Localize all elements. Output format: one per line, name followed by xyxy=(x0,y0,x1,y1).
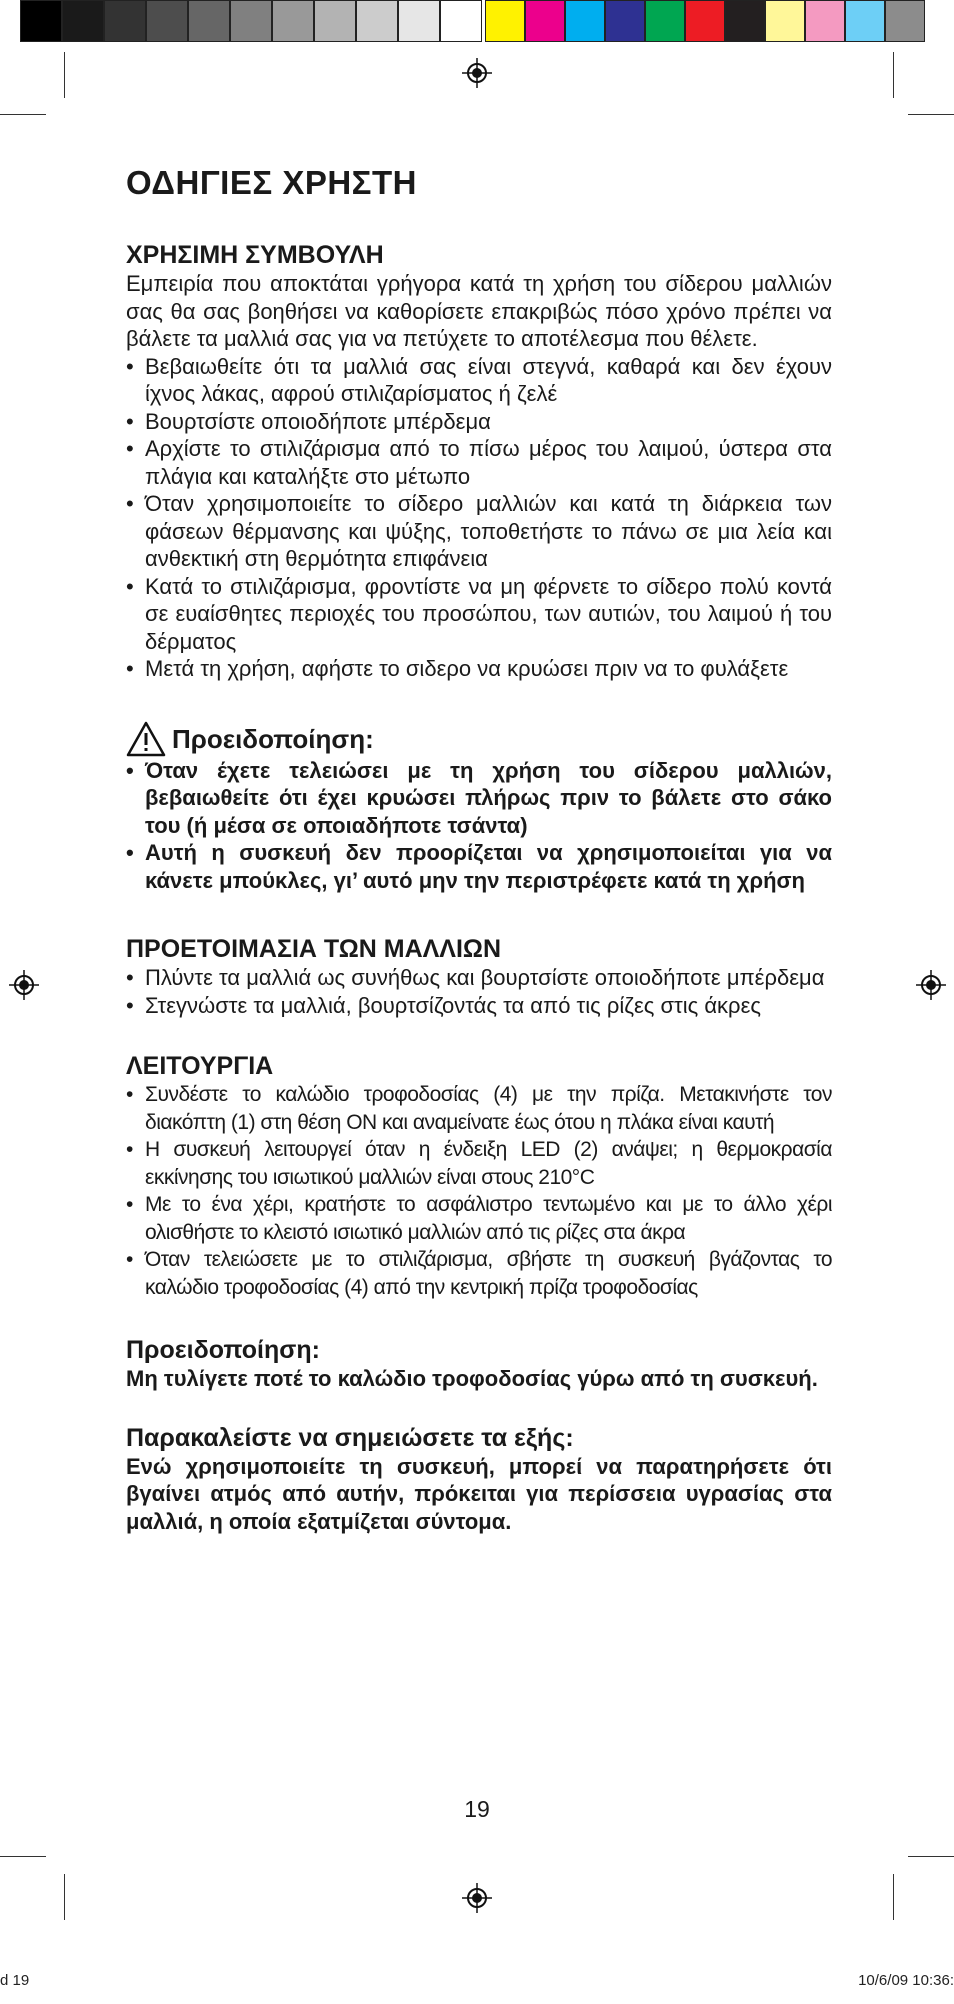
list-item: • Με το ένα χέρι, κρατήστε το ασφάλιστρο τεντωμένο και με το άλλο χέρι ολισθήστε το κλειστό ισιωτικό μαλλιών από τις ρίζες στα άκρα xyxy=(126,1191,832,1246)
useful-tip-list xyxy=(126,353,832,683)
color-swatch xyxy=(805,0,845,42)
color-calibration-bar xyxy=(485,0,925,42)
list-item: • Βουρτσίστε οποιοδήποτε μπέρδεμα xyxy=(126,408,832,436)
warning-list xyxy=(126,757,832,895)
gray-swatch xyxy=(104,0,146,42)
registration-mark-top xyxy=(462,58,492,88)
page-title: ΟΔΗΓΙΕΣ ΧΡΗΣΤΗ xyxy=(126,164,417,201)
gray-swatch xyxy=(188,0,230,42)
list-item: • Κατά το στιλιζάρισμα, φροντίστε να μη φέρνετε το σίδερο πολύ κοντά σε ευαίσθητες περιοχές του προσώπου, των αυτιών, του λαιμού ή του δέρματος xyxy=(126,573,832,656)
warning-section xyxy=(126,721,832,895)
crop-mark-bottom-right-v xyxy=(893,1874,894,1920)
list-item: • Αρχίστε το στιλιζάρισμα από το πίσω μέρος του λαιμού, ύστερα στα πλάγια και καταλήξτε στο μέτωπο xyxy=(126,435,832,490)
color-swatch xyxy=(845,0,885,42)
gray-swatch xyxy=(398,0,440,42)
crop-mark-bottom-left-h xyxy=(0,1856,46,1857)
gray-swatch xyxy=(272,0,314,42)
list-item: • Όταν χρησιμοποιείτε το σίδερο μαλλιών και κατά τη διάρκεια των φάσεων θέρμανσης και ψύξης, τοποθετήστε το πάνω σε μια λεία και ανθεκτική στη θερμότητα επιφάνεια xyxy=(126,490,832,573)
grayscale-calibration-bar xyxy=(20,0,482,42)
color-swatch xyxy=(525,0,565,42)
color-swatch xyxy=(765,0,805,42)
gray-swatch xyxy=(440,0,482,42)
gray-swatch xyxy=(146,0,188,42)
warning-heading: Προειδοποίηση: xyxy=(172,723,374,754)
gray-swatch xyxy=(230,0,272,42)
operation-heading: ΛΕΙΤΟΥΡΓΙΑ xyxy=(126,1052,274,1080)
warning-cord-text: Μη τυλίγετε ποτέ το καλώδιο τροφοδοσίας γύρω από τη συσκευή. xyxy=(126,1366,818,1391)
crop-mark-top-right-v xyxy=(893,52,894,98)
color-swatch xyxy=(485,0,525,42)
warning-triangle-icon xyxy=(126,721,166,757)
registration-mark-right xyxy=(916,970,946,1000)
footer-right-slug: 10/6/09 10:36: xyxy=(858,1972,954,1989)
hair-prep-heading: ΠΡΟΕΤΟΙΜΑΣΙΑ ΤΩΝ ΜΑΛΛΙΩΝ xyxy=(126,935,502,963)
useful-tip-intro: Εμπειρία που αποκτάται γρήγορα κατά τη χρήση του σίδερου μαλλιών σας θα σας βοηθήσει να καθορίσετε επακριβώς πόσο χρόνο πρέπει να βάλετε τα μαλλιά σας για να πετύχετε το αποτέλεσμα που θέλετε. xyxy=(126,271,832,351)
list-item: • Αυτή η συσκευή δεν προορίζεται να χρησιμοποιείται για να κάνετε μπούκλες, γι’ αυτό μην την περιστρέφετε κατά τη χρήση xyxy=(126,839,832,894)
color-swatch xyxy=(885,0,925,42)
note-heading: Παρακαλείστε να σημειώσετε τα εξής: xyxy=(126,1423,574,1452)
crop-mark-top-left-h xyxy=(0,114,46,115)
list-item: • Όταν έχετε τελειώσει με τη χρήση του σίδερου μαλλιών, βεβαιωθείτε ότι έχει κρυώσει πλήρως πριν το βάλετε στο σάκο του (ή μέσα σε οποιαδήποτε τσάντα) xyxy=(126,757,832,840)
list-item: • Πλύντε τα μαλλιά ως συνήθως και βουρτσίστε οποιοδήποτε μπέρδεμα xyxy=(126,964,832,992)
color-swatch xyxy=(685,0,725,42)
color-swatch xyxy=(565,0,605,42)
list-item: • Όταν τελειώσετε με το στιλιζάρισμα, σβήστε τη συσκευή βγάζοντας το καλώδιο τροφοδοσίας (4) από την κεντρική πρίζα τροφοδοσίας xyxy=(126,1246,832,1301)
operation-list xyxy=(126,1081,832,1301)
gray-swatch xyxy=(314,0,356,42)
useful-tip-section xyxy=(126,240,832,683)
list-item: • Βεβαιωθείτε ότι τα μαλλιά σας είναι στεγνά, καθαρά και δεν έχουν ίχνος λάκας, αφρού στιλιζαρίσματος ή ζελέ xyxy=(126,353,832,408)
warning-header xyxy=(126,721,832,757)
manual-content xyxy=(126,164,832,1535)
gray-swatch xyxy=(62,0,104,42)
registration-mark-left xyxy=(9,970,39,1000)
color-swatch xyxy=(605,0,645,42)
crop-mark-bottom-left-v xyxy=(64,1874,65,1920)
gray-swatch xyxy=(356,0,398,42)
page-number: 19 xyxy=(464,1796,490,1822)
color-swatch xyxy=(725,0,765,42)
registration-mark-bottom xyxy=(462,1883,492,1913)
note-text: Ενώ χρησιμοποιείτε τη συσκευή, μπορεί να παρατηρήσετε ότι βγαίνει ατμός από αυτήν, πρόκειται για περίσσεια υγρασίας στα μαλλιά, η οποία εξατμίζεται σύντομα. xyxy=(126,1453,832,1534)
footer-left-slug: d 19 xyxy=(0,1972,30,1989)
note-section xyxy=(126,1423,832,1536)
list-item: • Στεγνώστε τα μαλλιά, βουρτσίζοντάς τα από τις ρίζες στις άκρες xyxy=(126,992,832,1020)
hair-prep-list xyxy=(126,964,832,1019)
list-item: • Η συσκευή λειτουργεί όταν η ένδειξη LED (2) ανάψει; η θερμοκρασία εκκίνησης του ισιωτικού μαλλιών είναι στους 210°C xyxy=(126,1136,832,1191)
warning-cord-section xyxy=(126,1335,832,1393)
useful-tip-heading: ΧΡΗΣΙΜΗ ΣΥΜΒΟΥΛΗ xyxy=(126,241,384,269)
operation-section xyxy=(126,1051,832,1301)
gray-swatch xyxy=(20,0,62,42)
warning-cord-heading: Προειδοποίηση: xyxy=(126,1336,320,1364)
hair-prep-section xyxy=(126,934,832,1019)
color-swatch xyxy=(645,0,685,42)
list-item: • Μετά τη χρήση, αφήστε το σιδερο να κρυώσει πριν να το φυλάξετε xyxy=(126,655,832,683)
crop-mark-bottom-right-h xyxy=(908,1856,954,1857)
crop-mark-top-right-h xyxy=(908,114,954,115)
list-item: • Συνδέστε το καλώδιο τροφοδοσίας (4) με την πρίζα. Μετακινήστε τον διακόπτη (1) στη θέση ON και αναμείνατε έως ότου η πλάκα είναι καυτή xyxy=(126,1081,832,1136)
crop-mark-top-left-v xyxy=(64,52,65,98)
